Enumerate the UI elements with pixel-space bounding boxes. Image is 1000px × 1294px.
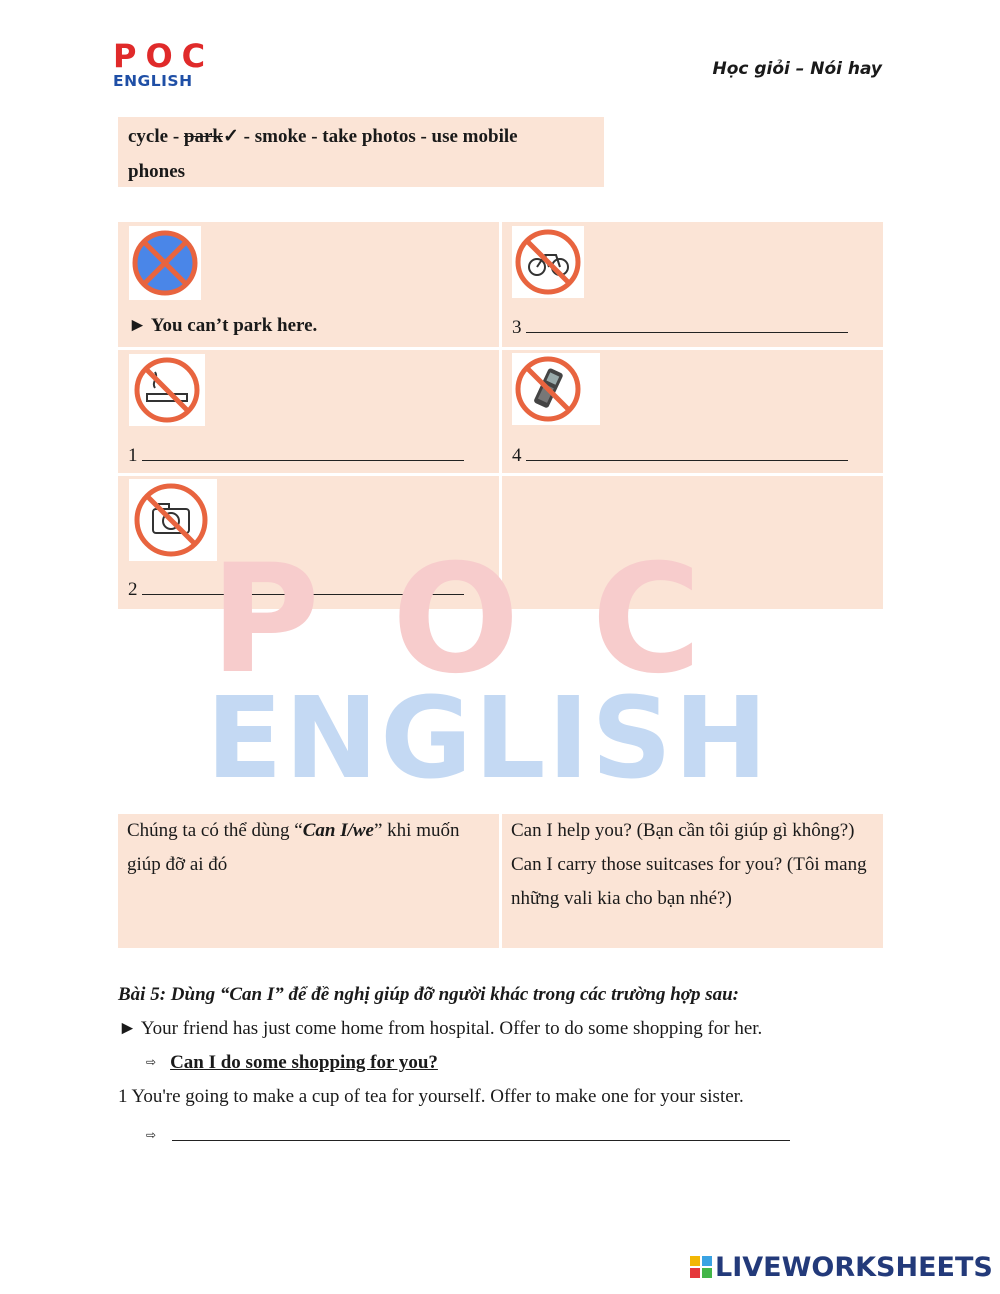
- answer-line-3: [512, 314, 848, 339]
- answer-blank-1[interactable]: [142, 442, 464, 461]
- question-1-prompt: 1 You're going to make a cup of tea for yourself. Offer to make one for your sister.: [118, 1086, 744, 1107]
- question-1-answer-line: [146, 1120, 790, 1147]
- example-answer-text: Can I do some shopping for you?: [170, 1052, 438, 1073]
- item-number-1: 1: [128, 445, 138, 466]
- no-parking-icon: [129, 226, 201, 300]
- answer-blank-q1[interactable]: [172, 1120, 790, 1141]
- item-number-4: 4: [512, 445, 522, 466]
- logo-english: ENGLISH: [113, 72, 193, 90]
- no-mobile-phone-icon: [512, 353, 600, 425]
- answer-line-4: [512, 442, 848, 467]
- grammar-example-cell: [502, 814, 883, 948]
- example-answer: [128, 315, 317, 337]
- grammar-rule-cell: [118, 814, 499, 948]
- word-rest: - smoke - take photos - use mobile phones: [128, 126, 518, 182]
- watermark-english: ENGLISH: [206, 674, 770, 804]
- grammar-examples: [511, 814, 875, 916]
- answer-line-1: [128, 442, 464, 467]
- grammar-example-1: Can I help you? (Bạn cần tôi giúp gì không?): [511, 820, 855, 841]
- grammar-emphasis: Can I/we: [302, 820, 374, 841]
- sign-cell-4: [502, 350, 883, 473]
- answer-blank-4[interactable]: [526, 442, 848, 461]
- word-cycle: cycle -: [128, 126, 184, 147]
- sign-cell-example: [118, 222, 499, 347]
- example-answer-line: [146, 1052, 438, 1074]
- answer-blank-3[interactable]: [526, 314, 848, 333]
- slogan: Học giỏi – Nói hay: [712, 59, 882, 79]
- no-camera-icon: [129, 479, 217, 561]
- example-marker: ►: [128, 315, 147, 336]
- no-bicycle-icon: [512, 226, 584, 298]
- item-number-3: 3: [512, 317, 522, 338]
- liveworksheets-wordmark: LIVEWORKSHEETS: [715, 1252, 993, 1283]
- grammar-rule: Chúng ta có thể dùng “Can I/we” khi muốn giúp đỡ ai đó: [127, 820, 460, 875]
- arrow-icon: ⇨: [146, 1128, 157, 1142]
- sign-cell-1: [118, 350, 499, 473]
- example-text: You can’t park here.: [150, 315, 318, 336]
- arrow-icon: ⇨: [146, 1055, 157, 1069]
- liveworksheets-icon: [690, 1256, 712, 1278]
- item-number-2: 2: [128, 579, 138, 600]
- word-box: [118, 117, 604, 187]
- sign-cell-3: [502, 222, 883, 347]
- liveworksheets-logo: [690, 1252, 993, 1283]
- exercise-title: Bài 5: Dùng “Can I” để đề nghị giúp đỡ người khác trong các trường hợp sau:: [118, 984, 739, 1005]
- word-list: [128, 119, 568, 189]
- grammar-example-2: Can I carry those suitcases for you? (Tôi mang những vali kia cho bạn nhé?): [511, 854, 867, 909]
- check-mark: ✓: [222, 126, 239, 147]
- logo-poc: POC: [113, 37, 215, 75]
- example-prompt: ► Your friend has just come home from hospital. Offer to do some shopping for her.: [118, 1018, 763, 1039]
- no-smoking-icon: [129, 354, 205, 426]
- watermark-poc: POC: [210, 533, 774, 707]
- word-park: park: [183, 126, 223, 147]
